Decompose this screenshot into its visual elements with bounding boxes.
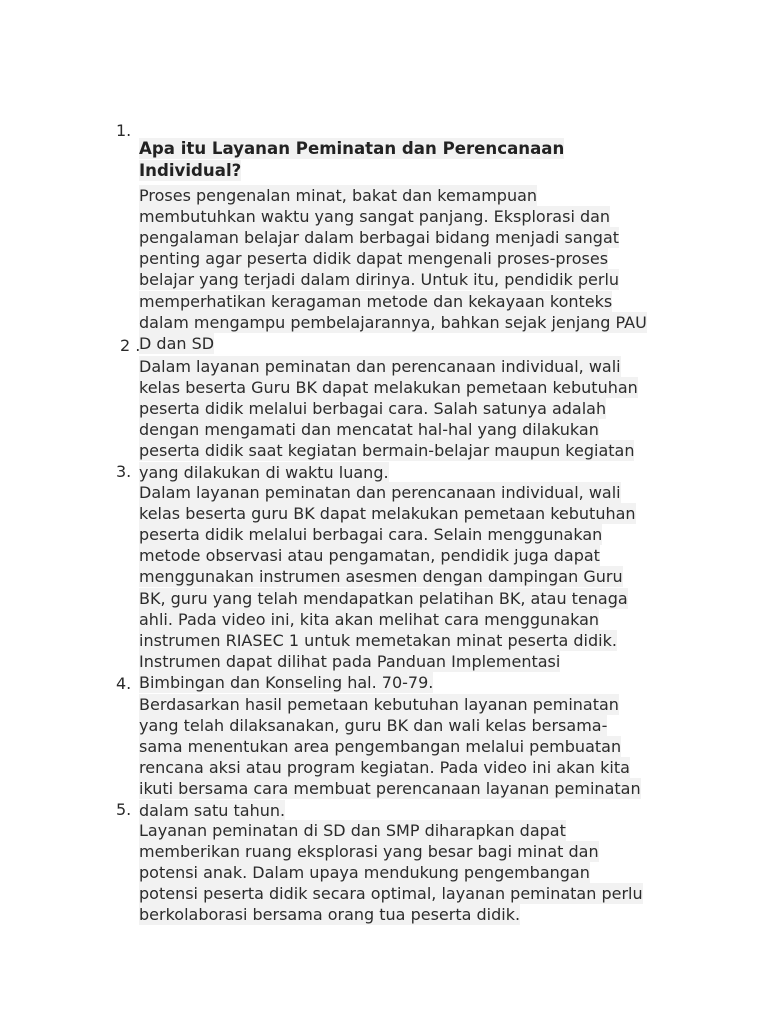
list-item-title: Apa itu Layanan Peminatan dan Perencanaan Individual? [139, 139, 565, 180]
list-item-text: Dalam layanan peminatan dan perencanaan individual, wali kelas beserta guru BK dapat melakukan pemetaan kebutuhan peserta didik melalui berbagai cara. Selain menggunakan metode observasi atau pengamatan, pendidik juga dapat menggunakan instrumen asesmen dengan dampingan Guru BK, guru yang telah mendapatkan pelatihan BK, atau tenaga ahli. Pada video ini, kita akan melihat cara menggunakan instrumen RIASEC 1 untuk memetakan minat peserta didik. Instrumen dapat dilihat pada Panduan Implementasi Bimbingan dan Konseling hal. 70-79. [139, 483, 636, 692]
list-item-text-container [139, 799, 679, 926]
list-item-text-container [139, 461, 679, 693]
list-item-number: 3. [116, 462, 132, 481]
list-item-number: 1. [116, 121, 132, 140]
list-item-number: 2 . [120, 336, 141, 355]
list-item-text: Berdasarkan hasil pemetaan kebutuhan layanan peminatan yang telah dilaksanakan, guru BK dan wali kelas bersama- sama menentukan area pengembangan melalui pembuatan rencana aksi atau program kegiatan. Pada video ini akan kita ikuti bersama cara membuat perencanaan layanan peminatan dalam satu tahun. [139, 695, 641, 820]
list-item-number: 5. [116, 800, 132, 819]
list-item-text: Proses pengenalan minat, bakat dan kemampuan membutuhkan waktu yang sangat panjang. Eksplorasi dan pengalaman belajar dalam berbagai bidang menjadi sangat penting agar peserta didik dapat mengenali proses-proses belajar yang terjadi dalam dirinya. Untuk itu, pendidik perlu memperhatikan keragaman metode dan kekayaan konteks dalam mengampu pembelajarannya, bahkan sejak jenjang PAU D dan SD [139, 186, 647, 353]
list-item-text: Dalam layanan peminatan dan perencanaan individual, wali kelas beserta Guru BK dapat melakukan pemetaan kebutuhan peserta didik melalui berbagai cara. Salah satunya adalah dengan mengamati dan mencatat hal-hal yang dilakukan peserta didik saat kegiatan bermain-belajar maupun kegiatan yang dilakukan di waktu luang. [139, 357, 638, 482]
list-item-text-container [139, 164, 679, 354]
list-item-text: Layanan peminatan di SD dan SMP diharapkan dapat memberikan ruang eksplorasi yang besar bagi minat dan potensi anak. Dalam upaya mendukung pengembangan potensi peserta didik secara optimal, layanan peminatan perlu berkolaborasi bersama orang tua peserta didik. [139, 821, 643, 925]
list-item-number: 4. [116, 674, 132, 693]
